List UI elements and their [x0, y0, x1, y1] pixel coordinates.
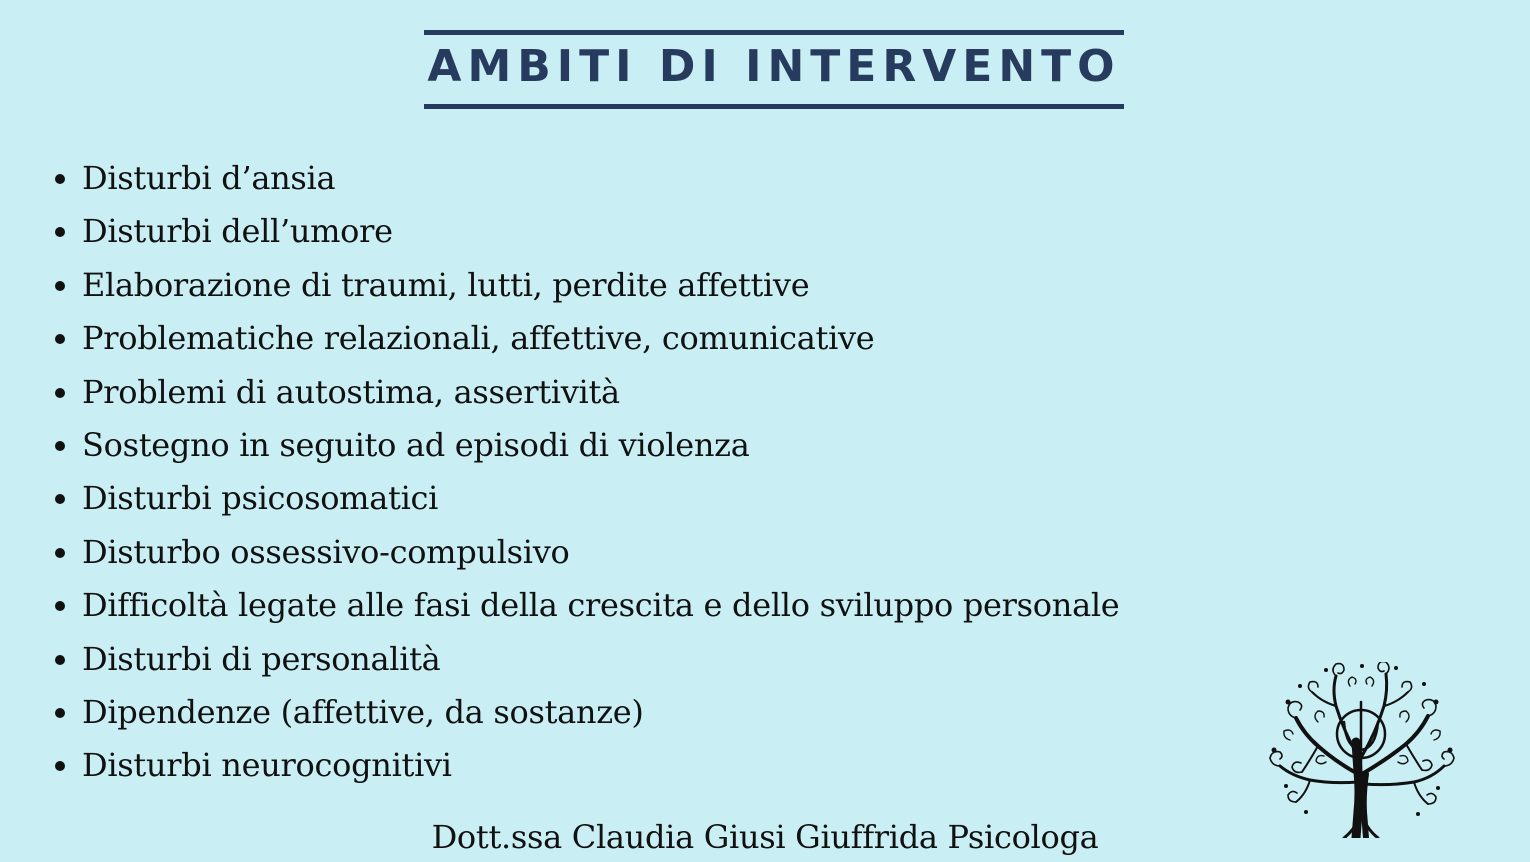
list-item: [50, 633, 1119, 686]
list-item-label: Disturbi dell’umore: [82, 212, 393, 251]
list-item: [50, 312, 1119, 365]
list-item-label: Disturbi d’ansia: [82, 159, 336, 197]
list-item: [50, 739, 1119, 792]
bullet-icon: [55, 761, 65, 771]
list-item-label: Problematiche relazionali, affettive, comunicative: [82, 319, 875, 358]
list-item-label: Disturbi psicosomatici: [82, 479, 439, 518]
title-top-rule: [424, 30, 1124, 35]
bullet-icon: [55, 441, 65, 451]
list-item: [50, 205, 1119, 258]
list-item-label: Sostegno in seguito ad episodi di violenza: [82, 425, 750, 464]
list-item-label: Disturbi di personalità: [82, 639, 441, 678]
list-item: [50, 366, 1119, 419]
bullet-icon: [55, 548, 65, 558]
bullet-icon: [55, 708, 65, 718]
list-item-label: Elaborazione di traumi, lutti, perdite affettive: [82, 265, 810, 304]
footer-signature: Dott.ssa Claudia Giusi Giuffrida Psicologa: [431, 818, 1099, 856]
list-item: [50, 579, 1119, 632]
list-item-label: Disturbi neurocognitivi: [82, 746, 452, 785]
title-block: [424, 28, 1124, 112]
list-item-label: Dipendenze (affettive, da sostanze): [82, 692, 644, 731]
intervention-list: [50, 152, 1119, 793]
page-title: AMBITI DI INTERVENTO: [427, 41, 1121, 92]
list-item: [50, 152, 1119, 205]
bullet-icon: [55, 655, 65, 665]
list-item: [50, 686, 1119, 739]
list-item: [50, 472, 1119, 525]
bullet-icon: [55, 388, 65, 398]
list-item: [50, 526, 1119, 579]
list-item-label: Difficoltà legate alle fasi della crescita e dello sviluppo personale: [82, 586, 1120, 625]
bullet-icon: [55, 601, 65, 611]
bullet-icon: [55, 281, 65, 291]
bullet-icon: [55, 227, 65, 237]
bullet-icon: [55, 494, 65, 504]
list-item: [50, 419, 1119, 472]
list-item-label: Disturbo ossessivo-compulsivo: [82, 532, 570, 571]
list-item-label: Problemi di autostima, assertività: [82, 372, 620, 411]
bullet-icon: [55, 174, 65, 184]
bullet-icon: [55, 334, 65, 344]
list-item: [50, 259, 1119, 312]
title-bottom-rule: [424, 104, 1124, 109]
